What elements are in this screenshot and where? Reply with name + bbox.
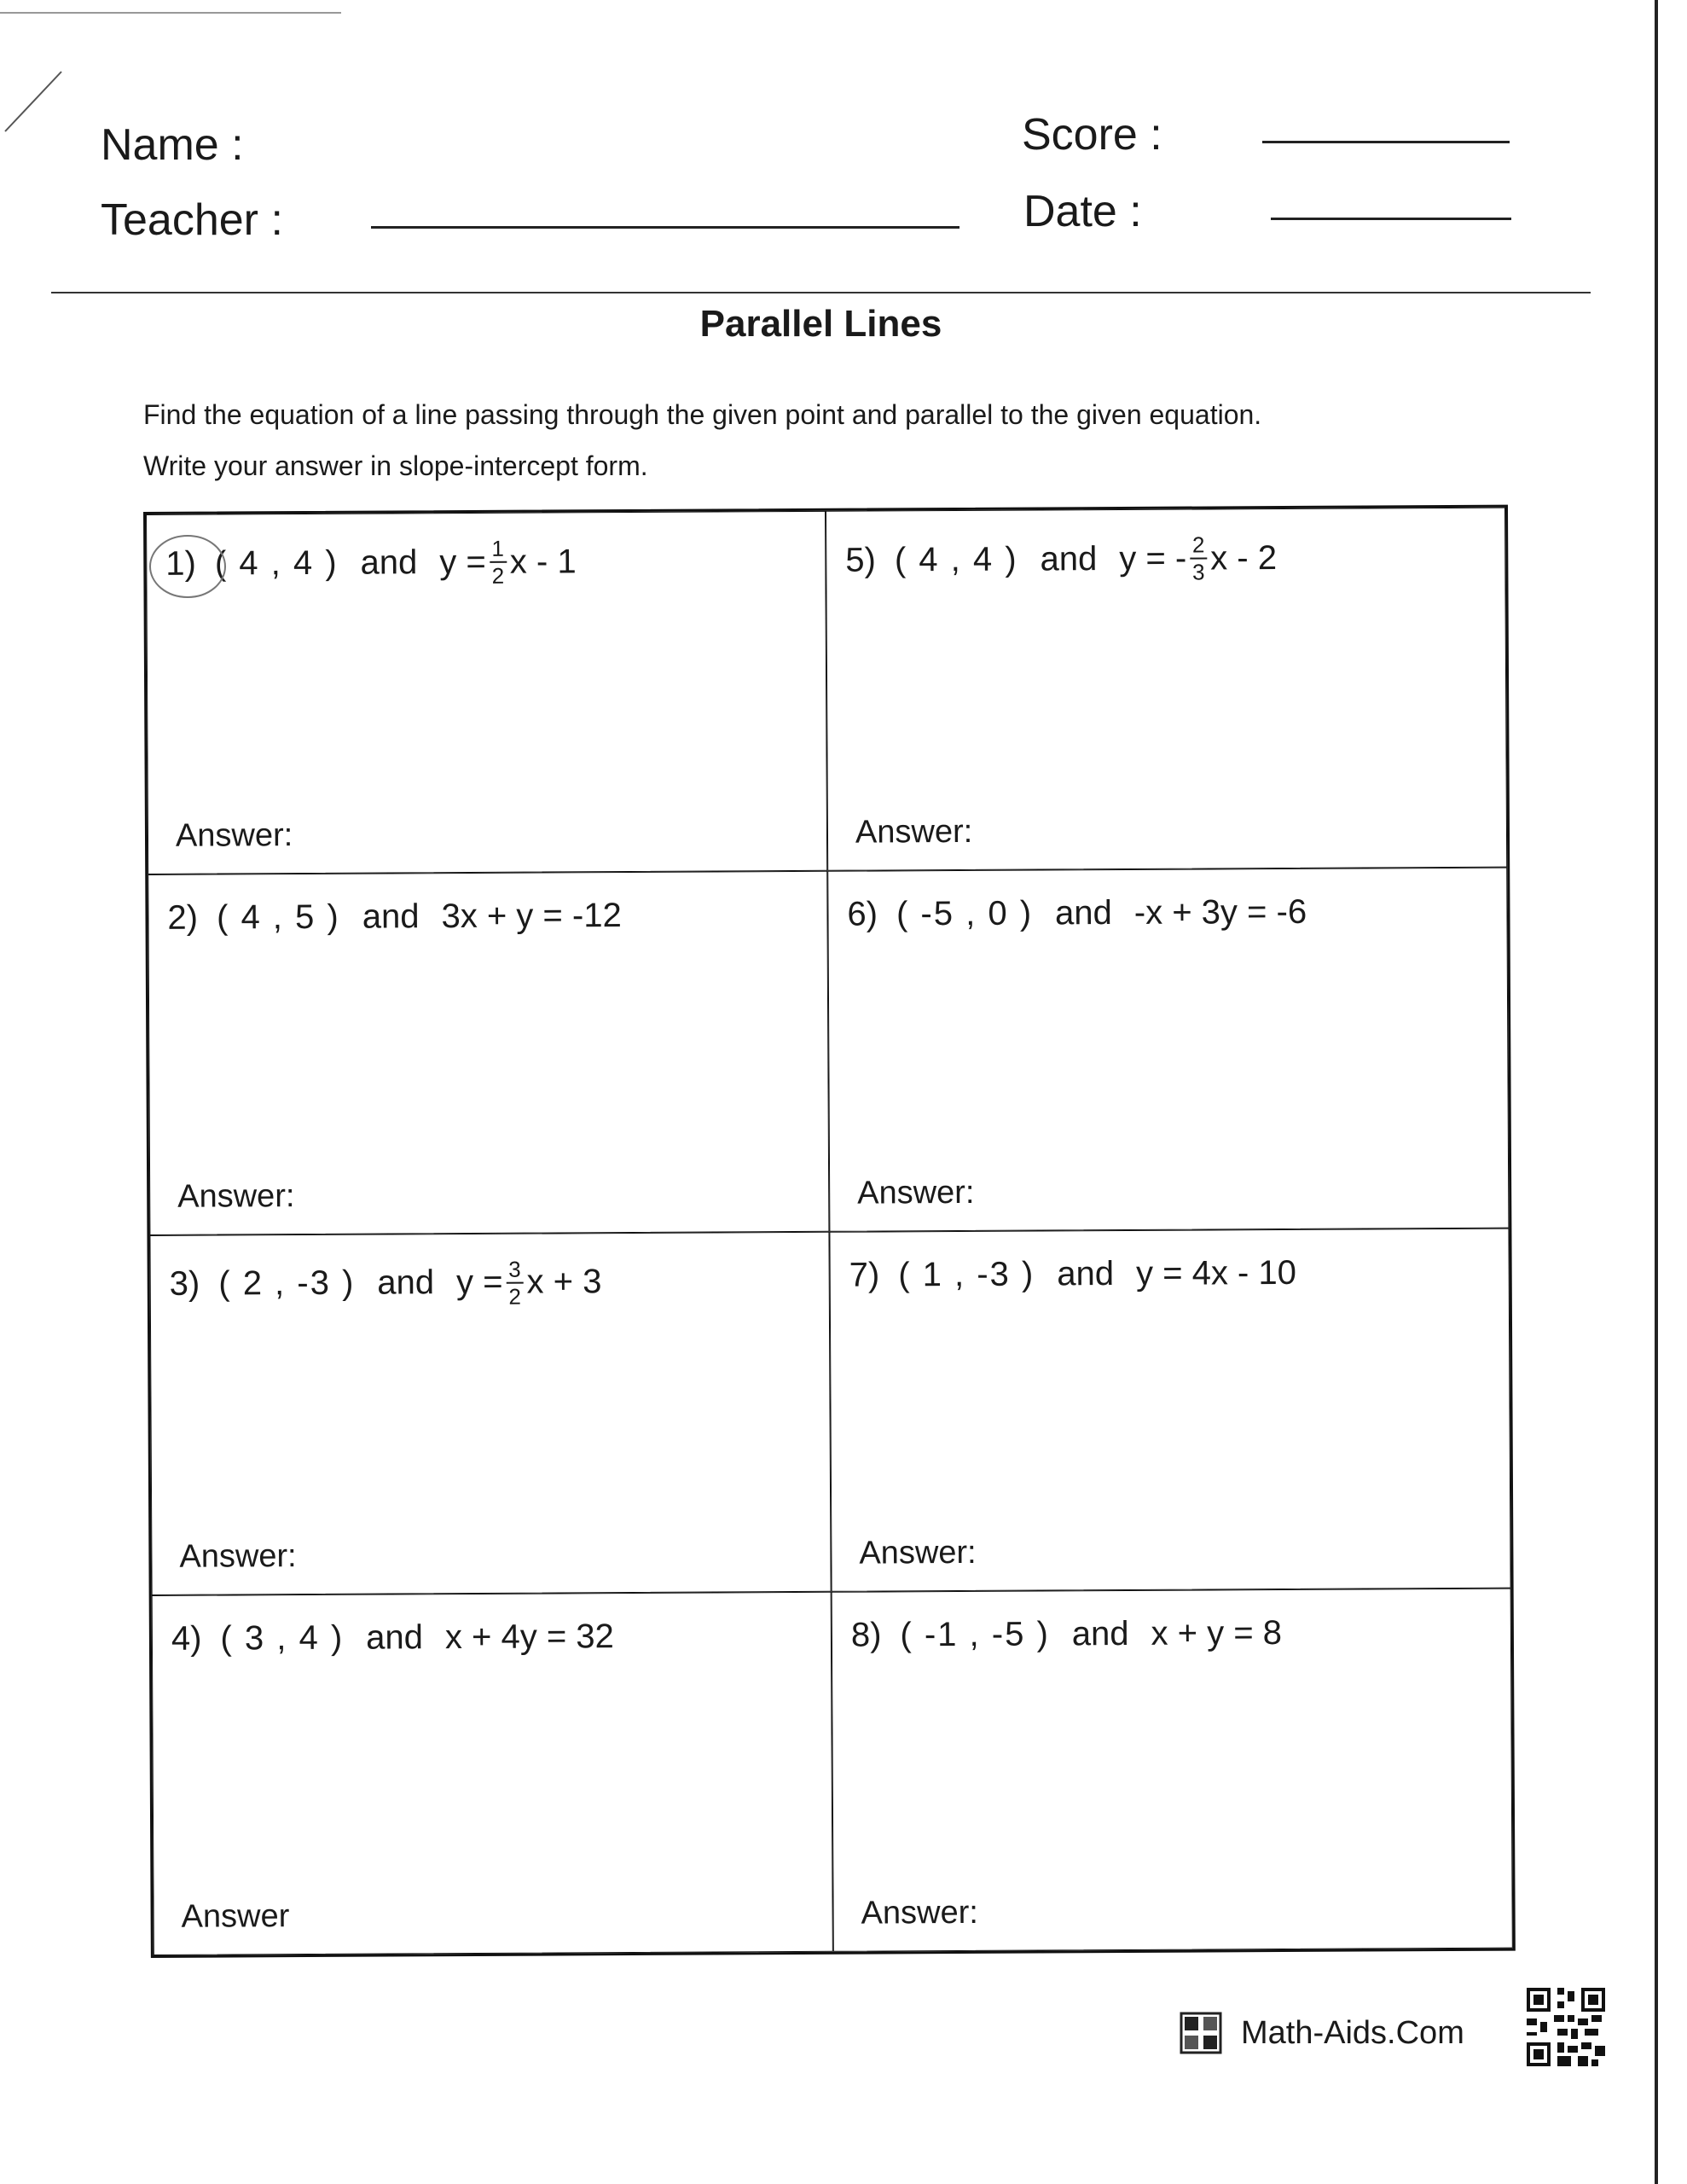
qr-code-icon	[1527, 1988, 1605, 2066]
given-point: ( 4 , 4 )	[894, 540, 1018, 578]
fraction-numerator: 1	[491, 535, 505, 561]
connector-text: and	[1054, 894, 1112, 932]
problem-number: 3)	[169, 1264, 200, 1303]
equation-suffix: x - 1	[509, 542, 577, 581]
answer-label: Answer	[181, 1898, 290, 1935]
answer-label: Answer:	[177, 1177, 295, 1215]
answer-label: Answer:	[857, 1174, 975, 1211]
problem-statement	[851, 1614, 1282, 1655]
instruction-line-2: Write your answer in slope-intercept form.	[143, 450, 648, 481]
equation-prefix: y =	[455, 1263, 503, 1302]
given-point: ( -5 , 0 )	[896, 894, 1034, 933]
given-equation	[1119, 533, 1277, 584]
problem-statement	[847, 893, 1307, 934]
fraction-denominator: 2	[491, 562, 505, 589]
footer-brand[interactable]	[1180, 2012, 1464, 2054]
scan-right-edge	[1655, 0, 1658, 2184]
brand-text: Math-Aids.Com	[1241, 2014, 1464, 2051]
problem-statement	[170, 1258, 602, 1310]
problem-number: 4)	[171, 1619, 202, 1658]
given-equation: x + 4y = 32	[444, 1617, 614, 1656]
equation-suffix: x - 2	[1210, 538, 1278, 577]
pencil-circle-mark	[143, 527, 237, 608]
answer-label: Answer:	[859, 1534, 977, 1571]
equation-prefix: y = -	[1119, 539, 1187, 578]
problem-grid	[143, 505, 1516, 1958]
given-point: ( 1 , -3 )	[898, 1255, 1035, 1293]
worksheet-title: Parallel Lines	[699, 303, 942, 345]
scan-top-line	[0, 12, 341, 14]
given-equation	[439, 537, 577, 587]
given-equation: 3x + y = -12	[441, 897, 622, 936]
equation-prefix: y =	[439, 543, 486, 581]
problem-statement	[849, 1253, 1296, 1294]
answer-label: Answer:	[179, 1537, 297, 1575]
given-equation: x + y = 8	[1151, 1613, 1283, 1653]
problem-cell-7[interactable]	[829, 1228, 1510, 1591]
name-label: Name :	[101, 120, 244, 170]
date-answer-line[interactable]	[1271, 218, 1511, 220]
problem-number: 2)	[167, 898, 199, 938]
fraction	[1190, 533, 1207, 583]
score-label: Score :	[1022, 110, 1162, 160]
problem-number: 1)	[165, 544, 197, 583]
date-label: Date :	[1023, 187, 1142, 236]
problem-cell-4[interactable]	[152, 1592, 833, 1955]
problem-statement	[167, 897, 621, 938]
connector-text: and	[1040, 539, 1098, 578]
fraction-numerator: 2	[1191, 531, 1205, 558]
fraction	[490, 537, 507, 587]
problem-cell-5[interactable]	[826, 508, 1507, 871]
problem-number: 7)	[849, 1255, 880, 1294]
given-point: ( 2 , -3 )	[218, 1263, 356, 1303]
fraction-denominator: 3	[1192, 559, 1205, 585]
connector-text: and	[366, 1618, 424, 1657]
header-divider	[51, 292, 1591, 293]
given-equation: y = 4x - 10	[1135, 1253, 1297, 1292]
problem-cell-3[interactable]	[149, 1231, 831, 1594]
instruction-line-1: Find the equation of a line passing through the given point and parallel to the given equation.	[143, 399, 1262, 430]
answer-label: Answer:	[855, 814, 973, 851]
given-point: ( 4 , 4 )	[214, 543, 339, 583]
teacher-label: Teacher :	[101, 195, 283, 245]
problem-cell-8[interactable]	[832, 1588, 1513, 1951]
connector-text: and	[362, 897, 420, 936]
given-point: ( 3 , 4 )	[220, 1618, 345, 1658]
answer-label: Answer:	[175, 817, 293, 855]
given-equation	[456, 1258, 602, 1308]
teacher-answer-line[interactable]	[371, 226, 959, 229]
fraction	[506, 1256, 523, 1310]
calculator-icon	[1180, 2012, 1222, 2054]
connector-text: and	[1071, 1614, 1129, 1653]
fraction-denominator: 2	[508, 1283, 521, 1310]
given-point: ( 4 , 5 )	[216, 898, 340, 937]
problem-statement	[845, 533, 1277, 585]
problem-number: 8)	[850, 1616, 882, 1654]
fraction-numerator: 3	[508, 1256, 521, 1282]
given-equation: -x + 3y = -6	[1133, 893, 1307, 932]
answer-label: Answer:	[861, 1894, 979, 1931]
problem-cell-6[interactable]	[827, 868, 1509, 1231]
connector-text: and	[360, 543, 418, 582]
score-answer-line[interactable]	[1262, 141, 1510, 143]
stray-pencil-mark	[0, 68, 68, 136]
given-point: ( -1 , -5 )	[900, 1615, 1050, 1654]
problem-cell-1[interactable]	[146, 511, 827, 874]
problem-statement	[171, 1618, 614, 1658]
problem-number: 6)	[847, 895, 878, 933]
connector-text: and	[377, 1263, 435, 1302]
equation-suffix: x + 3	[526, 1263, 602, 1301]
problem-number: 5)	[845, 541, 876, 579]
problem-cell-2[interactable]	[148, 871, 829, 1234]
connector-text: and	[1057, 1254, 1115, 1292]
